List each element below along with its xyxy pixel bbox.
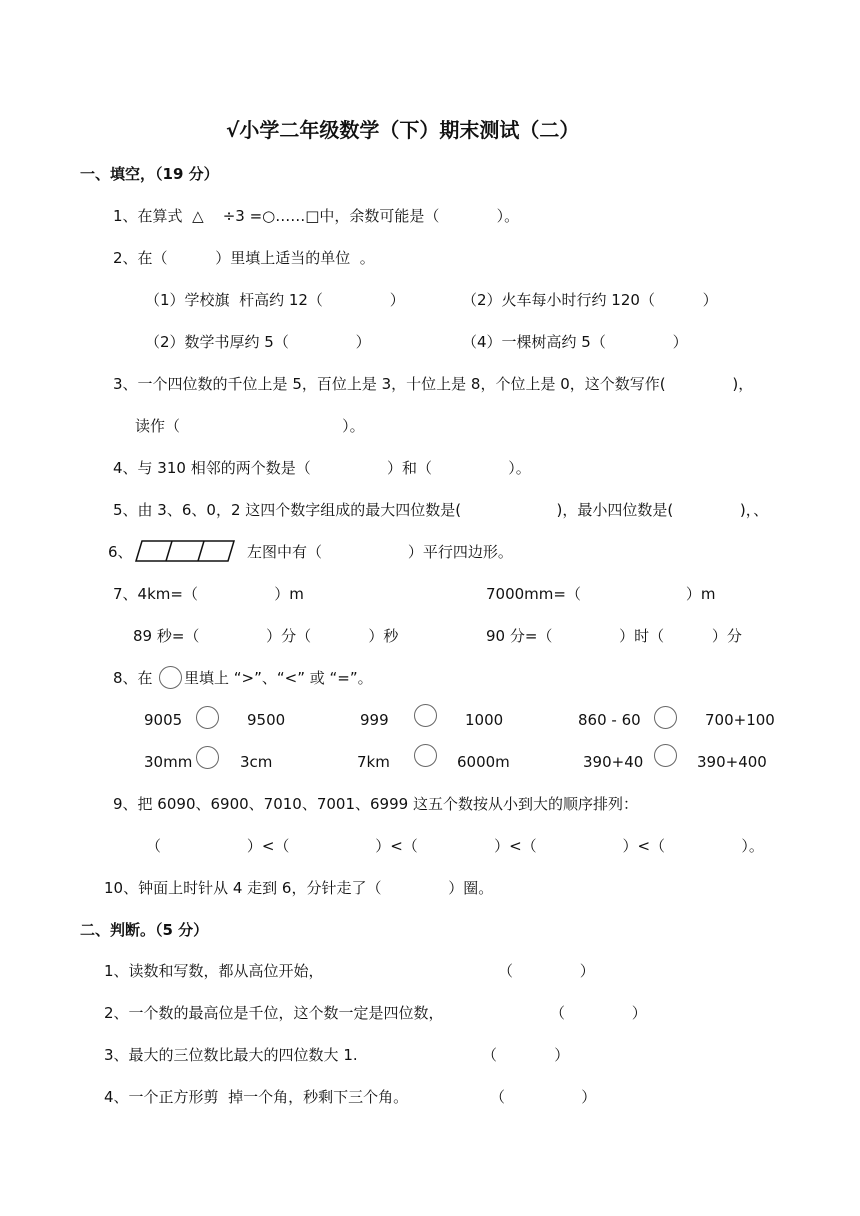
question-7b: 7000mm=（ ）m <box>486 585 716 603</box>
parallelogram-figure <box>134 539 236 563</box>
compare-value: 9005 <box>144 711 183 729</box>
question-7a: 7、4km=（ ）m <box>113 585 304 603</box>
judge-1-blank: （ ） <box>498 962 595 980</box>
question-9: 9、把 6090、6900、7010、7001、6999 这五个数按从小到大的顺序排列： <box>113 795 638 813</box>
judge-4-blank: （ ） <box>490 1088 597 1106</box>
question-1: 1、在算式 △ ÷3 =○……□中，余数可能是（ ）。 <box>113 207 520 225</box>
question-8-prefix: 8、在 <box>113 669 153 687</box>
compare-value: 390+40 <box>583 753 644 771</box>
judge-3: 3、最大的三位数比最大的四位数大 1. <box>104 1046 358 1064</box>
compare-circle[interactable] <box>654 744 677 767</box>
question-3: 3、一个四位数的千位上是 5，百位上是 3，十位上是 8，个位上是 0，这个数写作( )， <box>113 375 754 393</box>
judge-3-blank: （ ） <box>482 1046 570 1064</box>
question-6: 左图中有（ ）平行四边形。 <box>247 543 513 561</box>
question-2a: （1）学校旗 杆高约 12（ ） <box>145 291 405 309</box>
compare-circle[interactable] <box>196 746 219 769</box>
judge-2-blank: （ ） <box>550 1004 647 1022</box>
compare-value: 7km <box>357 753 390 771</box>
question-9-blanks: （ ）<（ ）<（ ）<（ ）<（ ）。 <box>146 837 764 855</box>
question-7d: 90 分=（ ）时（ ）分 <box>486 627 742 645</box>
judge-2: 2、一个数的最高位是千位，这个数一定是四位数， <box>104 1004 444 1022</box>
compare-value: 3cm <box>240 753 273 771</box>
question-8-suffix: 里填上 “>”、“<” 或 “=”。 <box>184 669 373 687</box>
compare-circle-icon <box>159 666 182 689</box>
judge-4: 4、一个正方形剪 掉一个角，秒剩下三个角。 <box>104 1088 409 1106</box>
question-2d: （4）一棵树高约 5（ ） <box>462 333 688 351</box>
compare-value: 390+400 <box>697 753 767 771</box>
question-5: 5、由 3、6、0，2 这四个数字组成的最大四位数是( )，最小四位数是( )，、 <box>113 501 769 519</box>
question-3b: 读作（ ）。 <box>135 417 365 435</box>
compare-value: 700+100 <box>705 711 775 729</box>
judge-1: 1、读数和写数，都从高位开始， <box>104 962 324 980</box>
page-title: √小学二年级数学（下）期末测试（二） <box>226 118 580 142</box>
question-4: 4、与 310 相邻的两个数是（ ）和（ ）。 <box>113 459 531 477</box>
question-10: 10、钟面上时针从 4 走到 6，分针走了（ ）圈。 <box>104 879 494 897</box>
compare-value: 30mm <box>144 753 193 771</box>
compare-circle[interactable] <box>654 706 677 729</box>
compare-value: 6000m <box>457 753 510 771</box>
compare-circle[interactable] <box>414 744 437 767</box>
question-2c: （2）数学书厚约 5（ ） <box>145 333 371 351</box>
section1-heading: 一、填空，（19 分） <box>80 165 219 183</box>
question-6-number: 6、 <box>108 543 133 561</box>
compare-value: 860 - 60 <box>578 711 641 729</box>
question-2b: （2）火车每小时行约 120（ ） <box>462 291 718 309</box>
compare-circle[interactable] <box>414 704 437 727</box>
compare-value: 1000 <box>465 711 504 729</box>
question-2: 2、在（ ）里填上适当的单位 。 <box>113 249 375 267</box>
compare-value: 999 <box>360 711 389 729</box>
section2-heading: 二、判断。（5 分） <box>80 921 209 939</box>
compare-value: 9500 <box>247 711 286 729</box>
compare-circle[interactable] <box>196 706 219 729</box>
question-7c: 89 秒=（ ）分（ ）秒 <box>133 627 399 645</box>
